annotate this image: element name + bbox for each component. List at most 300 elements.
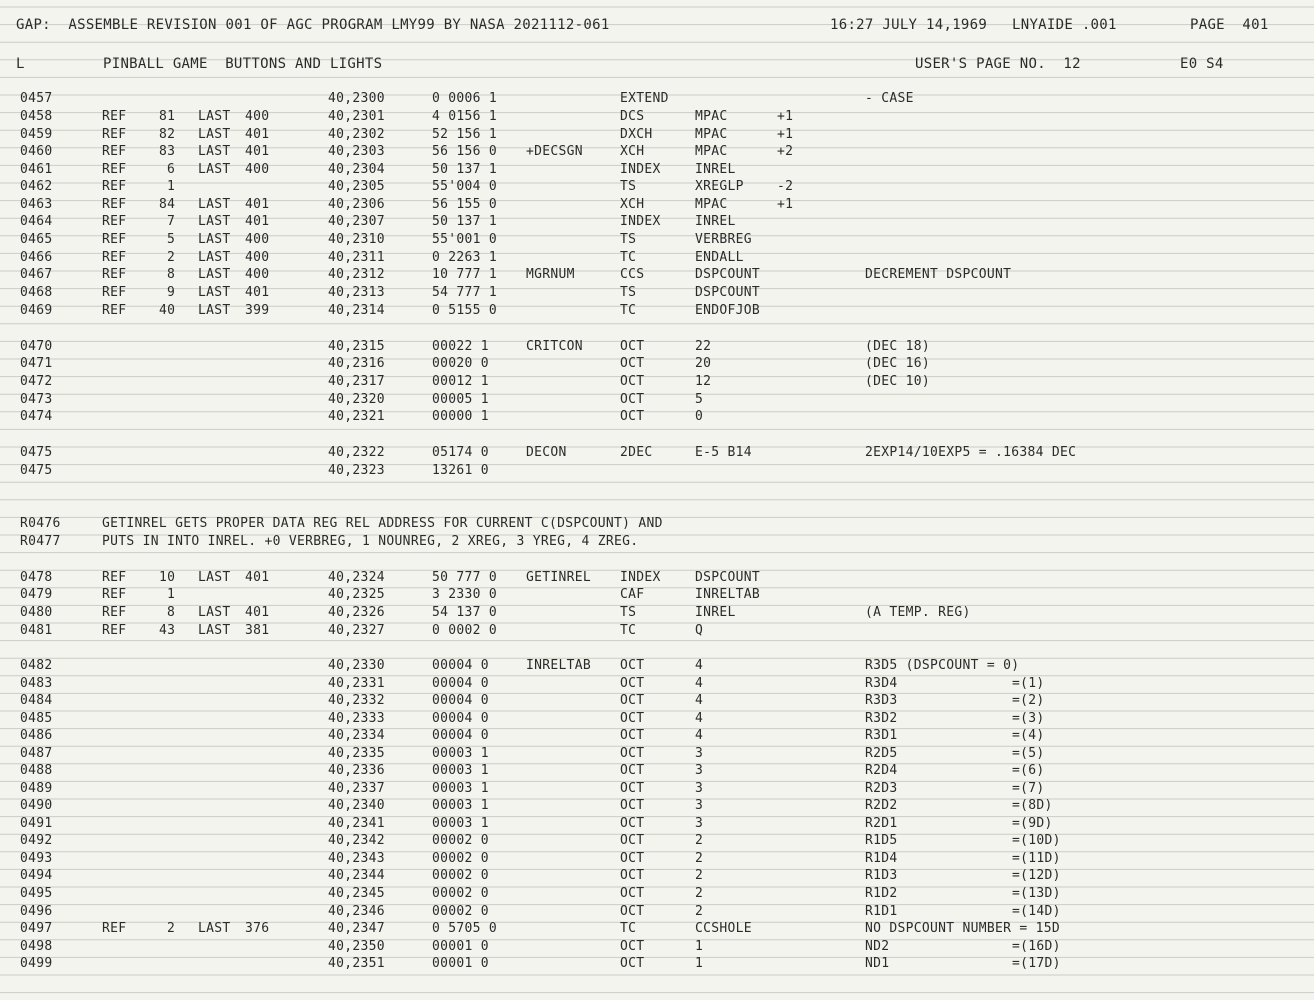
symbol-label: GETINREL [526,570,592,585]
operand: 3 [695,798,704,813]
last-number: 400 [245,250,270,265]
last-label: LAST [198,623,231,638]
opcode: OCT [620,763,645,778]
octal-word: 50 137 1 [432,162,498,177]
listing-line [0,249,1314,267]
line-number: 0462 [20,179,53,194]
ref-number: 1 [167,587,176,602]
ref-label: REF [102,197,127,212]
operand: ENDOFJOB [695,303,761,318]
octal-word: 00003 1 [432,781,489,796]
ref-number: 81 [159,109,176,124]
opcode: OCT [620,658,645,673]
ref-number: 7 [167,214,176,229]
line-number: 0499 [20,956,53,971]
octal-word: 13261 0 [432,463,489,478]
comment-index: =(12D) [1012,868,1061,883]
ref-number: 2 [167,921,176,936]
opcode: OCT [620,833,645,848]
remark-text: PUTS IN INTO INREL. +0 VERBREG, 1 NOUNREG, 2 XREG, 3 YREG, 4 ZREG. [102,534,639,549]
last-label: LAST [198,232,231,247]
symbol-label: MGRNUM [526,267,575,282]
octal-word: 00005 1 [432,392,489,407]
comment: (DEC 18) [865,339,931,354]
line-number: 0489 [20,781,53,796]
ref-label: REF [102,250,127,265]
operand: 4 [695,711,704,726]
last-label: LAST [198,144,231,159]
line-number: 0496 [20,904,53,919]
listing-line [0,266,1314,284]
address: 40,2327 [328,623,385,638]
line-number: 0467 [20,267,53,282]
octal-word: 00004 0 [432,711,489,726]
subheader-marker: L [16,56,25,72]
line-number: 0475 [20,463,53,478]
opcode: INDEX [620,570,661,585]
listing-line [0,586,1314,604]
ref-number: 9 [167,285,176,300]
line-number: 0497 [20,921,53,936]
comment: - CASE [865,91,914,106]
subheader-code: E0 S4 [1180,56,1224,72]
comment-index: =(8D) [1012,798,1053,813]
comment-index: =(10D) [1012,833,1061,848]
address: 40,2331 [328,676,385,691]
listing-line [0,920,1314,938]
address: 40,2316 [328,356,385,371]
last-label: LAST [198,303,231,318]
comment: R3D4 [865,676,898,691]
address: 40,2325 [328,587,385,602]
octal-word: 00003 1 [432,763,489,778]
listing-line [0,533,1314,551]
ref-number: 10 [159,570,176,585]
address: 40,2315 [328,339,385,354]
line-number: 0490 [20,798,53,813]
line-number: 0491 [20,816,53,831]
remark-text: GETINREL GETS PROPER DATA REG REL ADDRESS FOR CURRENT C(DSPCOUNT) AND [102,516,663,531]
address: 40,2317 [328,374,385,389]
opcode: INDEX [620,214,661,229]
listing-line [0,196,1314,214]
octal-word: 00001 0 [432,939,489,954]
opcode: TC [620,623,637,638]
last-number: 400 [245,109,270,124]
comment-index: =(6) [1012,763,1045,778]
address: 40,2313 [328,285,385,300]
address: 40,2344 [328,868,385,883]
opcode: TC [620,303,637,318]
listing-line [0,955,1314,973]
operand: INREL [695,214,736,229]
octal-word: 00003 1 [432,816,489,831]
octal-word: 0 0002 0 [432,623,498,638]
opcode: OCT [620,798,645,813]
comment-index: =(5) [1012,746,1045,761]
address: 40,2342 [328,833,385,848]
ref-label: REF [102,303,127,318]
listing-line [0,780,1314,798]
ref-label: REF [102,179,127,194]
line-number: 0486 [20,728,53,743]
address: 40,2322 [328,445,385,460]
comment: (DEC 10) [865,374,931,389]
ref-label: REF [102,267,127,282]
last-label: LAST [198,214,231,229]
listing-line [0,850,1314,868]
opcode: OCT [620,693,645,708]
opcode: XCH [620,197,645,212]
octal-word: 0 2263 1 [432,250,498,265]
operand: MPAC [695,127,728,142]
listing-line [0,231,1314,249]
ref-number: 1 [167,179,176,194]
listing-line [0,815,1314,833]
octal-word: 00003 1 [432,746,489,761]
line-number: 0485 [20,711,53,726]
line-number: 0479 [20,587,53,602]
address: 40,2321 [328,409,385,424]
ref-number: 83 [159,144,176,159]
octal-word: 00004 0 [432,728,489,743]
listing-line [0,355,1314,373]
line-number: 0474 [20,409,53,424]
opcode: OCT [620,851,645,866]
address: 40,2335 [328,746,385,761]
comment: ND1 [865,956,890,971]
header-page: PAGE 401 [1190,17,1269,33]
line-number: 0498 [20,939,53,954]
address: 40,2311 [328,250,385,265]
last-label: LAST [198,285,231,300]
octal-word: 00002 0 [432,868,489,883]
comment-index: =(7) [1012,781,1045,796]
ref-label: REF [102,109,127,124]
page-subheader [0,55,1314,73]
address: 40,2304 [328,162,385,177]
operand: 5 [695,392,704,407]
last-number: 401 [245,285,270,300]
listing-line [0,657,1314,675]
opcode: OCT [620,711,645,726]
line-number: 0487 [20,746,53,761]
last-number: 401 [245,570,270,585]
last-label: LAST [198,570,231,585]
operand-modifier: +1 [777,109,794,124]
line-number: 0464 [20,214,53,229]
comment-index: =(2) [1012,693,1045,708]
operand: 3 [695,746,704,761]
comment: R1D4 [865,851,898,866]
listing-line [0,710,1314,728]
line-number: 0482 [20,658,53,673]
last-number: 401 [245,127,270,142]
operand: 2 [695,904,704,919]
octal-word: 54 777 1 [432,285,498,300]
line-number: 0484 [20,693,53,708]
line-number: 0470 [20,339,53,354]
listing-line [0,178,1314,196]
ref-label: REF [102,232,127,247]
line-number: 0471 [20,356,53,371]
last-number: 401 [245,144,270,159]
comment-index: =(14D) [1012,904,1061,919]
opcode: OCT [620,374,645,389]
address: 40,2333 [328,711,385,726]
ref-label: REF [102,605,127,620]
comment: R2D1 [865,816,898,831]
comment-index: =(13D) [1012,886,1061,901]
address: 40,2343 [328,851,385,866]
operand: 4 [695,658,704,673]
listing-line [0,745,1314,763]
opcode: TC [620,921,637,936]
ref-label: REF [102,921,127,936]
ref-number: 82 [159,127,176,142]
opcode: OCT [620,339,645,354]
opcode: EXTEND [620,91,669,106]
operand: 22 [695,339,712,354]
line-number: 0483 [20,676,53,691]
last-label: LAST [198,605,231,620]
line-number: 0459 [20,127,53,142]
operand-modifier: -2 [777,179,794,194]
opcode: OCT [620,728,645,743]
octal-word: 00002 0 [432,904,489,919]
operand: ENDALL [695,250,744,265]
address: 40,2307 [328,214,385,229]
line-number: 0461 [20,162,53,177]
opcode: DCS [620,109,645,124]
line-number: 0469 [20,303,53,318]
address: 40,2337 [328,781,385,796]
listing-line [0,903,1314,921]
last-label: LAST [198,127,231,142]
operand: MPAC [695,109,728,124]
address: 40,2302 [328,127,385,142]
operand: 4 [695,693,704,708]
symbol-label: +DECSGN [526,144,583,159]
listing-line [0,108,1314,126]
listing-line [0,938,1314,956]
address: 40,2336 [328,763,385,778]
comment: DECREMENT DSPCOUNT [865,267,1012,282]
opcode: OCT [620,392,645,407]
comment: 2EXP14/10EXP5 = .16384 DEC [865,445,1077,460]
operand: 4 [695,676,704,691]
last-number: 401 [245,605,270,620]
listing-line [0,391,1314,409]
listing-line [0,622,1314,640]
address: 40,2324 [328,570,385,585]
address: 40,2345 [328,886,385,901]
octal-word: 00012 1 [432,374,489,389]
octal-word: 0 5155 0 [432,303,498,318]
operand: 2 [695,886,704,901]
octal-word: 00004 0 [432,693,489,708]
operand: 1 [695,939,704,954]
octal-word: 0 0006 1 [432,91,498,106]
line-number: 0466 [20,250,53,265]
listing-line [0,832,1314,850]
operand: 2 [695,833,704,848]
opcode: CAF [620,587,645,602]
address: 40,2314 [328,303,385,318]
octal-word: 50 777 0 [432,570,498,585]
operand: XREGLP [695,179,744,194]
ref-label: REF [102,285,127,300]
address: 40,2320 [328,392,385,407]
opcode: TS [620,285,637,300]
octal-word: 52 156 1 [432,127,498,142]
line-number: 0495 [20,886,53,901]
address: 40,2303 [328,144,385,159]
line-number: 0493 [20,851,53,866]
symbol-label: CRITCON [526,339,583,354]
address: 40,2332 [328,693,385,708]
address: 40,2341 [328,816,385,831]
ref-label: REF [102,587,127,602]
comment: R2D4 [865,763,898,778]
listing-line [0,727,1314,745]
opcode: OCT [620,356,645,371]
octal-word: 50 137 1 [432,214,498,229]
opcode: OCT [620,409,645,424]
opcode: OCT [620,868,645,883]
comment: ND2 [865,939,890,954]
ref-number: 40 [159,303,176,318]
opcode: XCH [620,144,645,159]
opcode: OCT [620,886,645,901]
operand: 3 [695,781,704,796]
opcode: 2DEC [620,445,653,460]
ref-number: 2 [167,250,176,265]
opcode: DXCH [620,127,653,142]
operand: 2 [695,868,704,883]
comment: R3D3 [865,693,898,708]
last-number: 376 [245,921,270,936]
opcode: TS [620,232,637,247]
listing-line [0,90,1314,108]
opcode: TC [620,250,637,265]
header-source: LNYAIDE .001 [1012,17,1117,33]
octal-word: 00003 1 [432,798,489,813]
last-label: LAST [198,250,231,265]
header-title: GAP: ASSEMBLE REVISION 001 OF AGC PROGRAM LMY99 BY NASA 2021112-061 [16,17,610,33]
operand: DSPCOUNT [695,267,761,282]
octal-word: 05174 0 [432,445,489,460]
comment-index: =(1) [1012,676,1045,691]
address: 40,2330 [328,658,385,673]
listing-line [0,797,1314,815]
ref-label: REF [102,162,127,177]
listing-line [0,444,1314,462]
line-number: 0478 [20,570,53,585]
line-number: 0488 [20,763,53,778]
line-number: 0458 [20,109,53,124]
last-number: 400 [245,267,270,282]
line-number: 0475 [20,445,53,460]
operand-modifier: +1 [777,197,794,212]
operand: 1 [695,956,704,971]
operand: 12 [695,374,712,389]
address: 40,2312 [328,267,385,282]
octal-word: 55'004 0 [432,179,498,194]
listing-line [0,161,1314,179]
comment-index: =(17D) [1012,956,1061,971]
comment: (DEC 16) [865,356,931,371]
opcode: INDEX [620,162,661,177]
listing-line [0,213,1314,231]
listing-line [0,302,1314,320]
opcode: TS [620,605,637,620]
opcode: TS [620,179,637,194]
comment: R1D1 [865,904,898,919]
comment: R2D2 [865,798,898,813]
operand: 20 [695,356,712,371]
comment-index: =(11D) [1012,851,1061,866]
octal-word: 56 156 0 [432,144,498,159]
line-number: 0457 [20,91,53,106]
listing-line [0,885,1314,903]
ref-label: REF [102,570,127,585]
comment-index: =(9D) [1012,816,1053,831]
line-number: 0492 [20,833,53,848]
ref-number: 8 [167,605,176,620]
address: 40,2323 [328,463,385,478]
octal-word: 00004 0 [432,658,489,673]
opcode: OCT [620,939,645,954]
ref-number: 8 [167,267,176,282]
header-timestamp: 16:27 JULY 14,1969 [830,17,988,33]
listing-line [0,284,1314,302]
operand: INREL [695,605,736,620]
operand: DSPCOUNT [695,285,761,300]
line-number: 0468 [20,285,53,300]
comment: R2D3 [865,781,898,796]
listing-line [0,143,1314,161]
listing-line [0,569,1314,587]
octal-word: 00004 0 [432,676,489,691]
octal-word: 56 155 0 [432,197,498,212]
last-number: 381 [245,623,270,638]
opcode: OCT [620,781,645,796]
ref-label: REF [102,214,127,229]
listing-line [0,867,1314,885]
address: 40,2305 [328,179,385,194]
address: 40,2346 [328,904,385,919]
octal-word: 00002 0 [432,851,489,866]
last-label: LAST [198,109,231,124]
operand: 0 [695,409,704,424]
ref-number: 6 [167,162,176,177]
symbol-label: INRELTAB [526,658,592,673]
ref-label: REF [102,144,127,159]
operand: 4 [695,728,704,743]
operand: DSPCOUNT [695,570,761,585]
ref-label: REF [102,127,127,142]
ref-number: 84 [159,197,176,212]
symbol-label: DECON [526,445,567,460]
subheader-user-page: USER'S PAGE NO. 12 [915,56,1081,72]
address: 40,2306 [328,197,385,212]
operand: 2 [695,851,704,866]
listing-line [0,692,1314,710]
line-number: 0473 [20,392,53,407]
operand: INREL [695,162,736,177]
operand: MPAC [695,197,728,212]
